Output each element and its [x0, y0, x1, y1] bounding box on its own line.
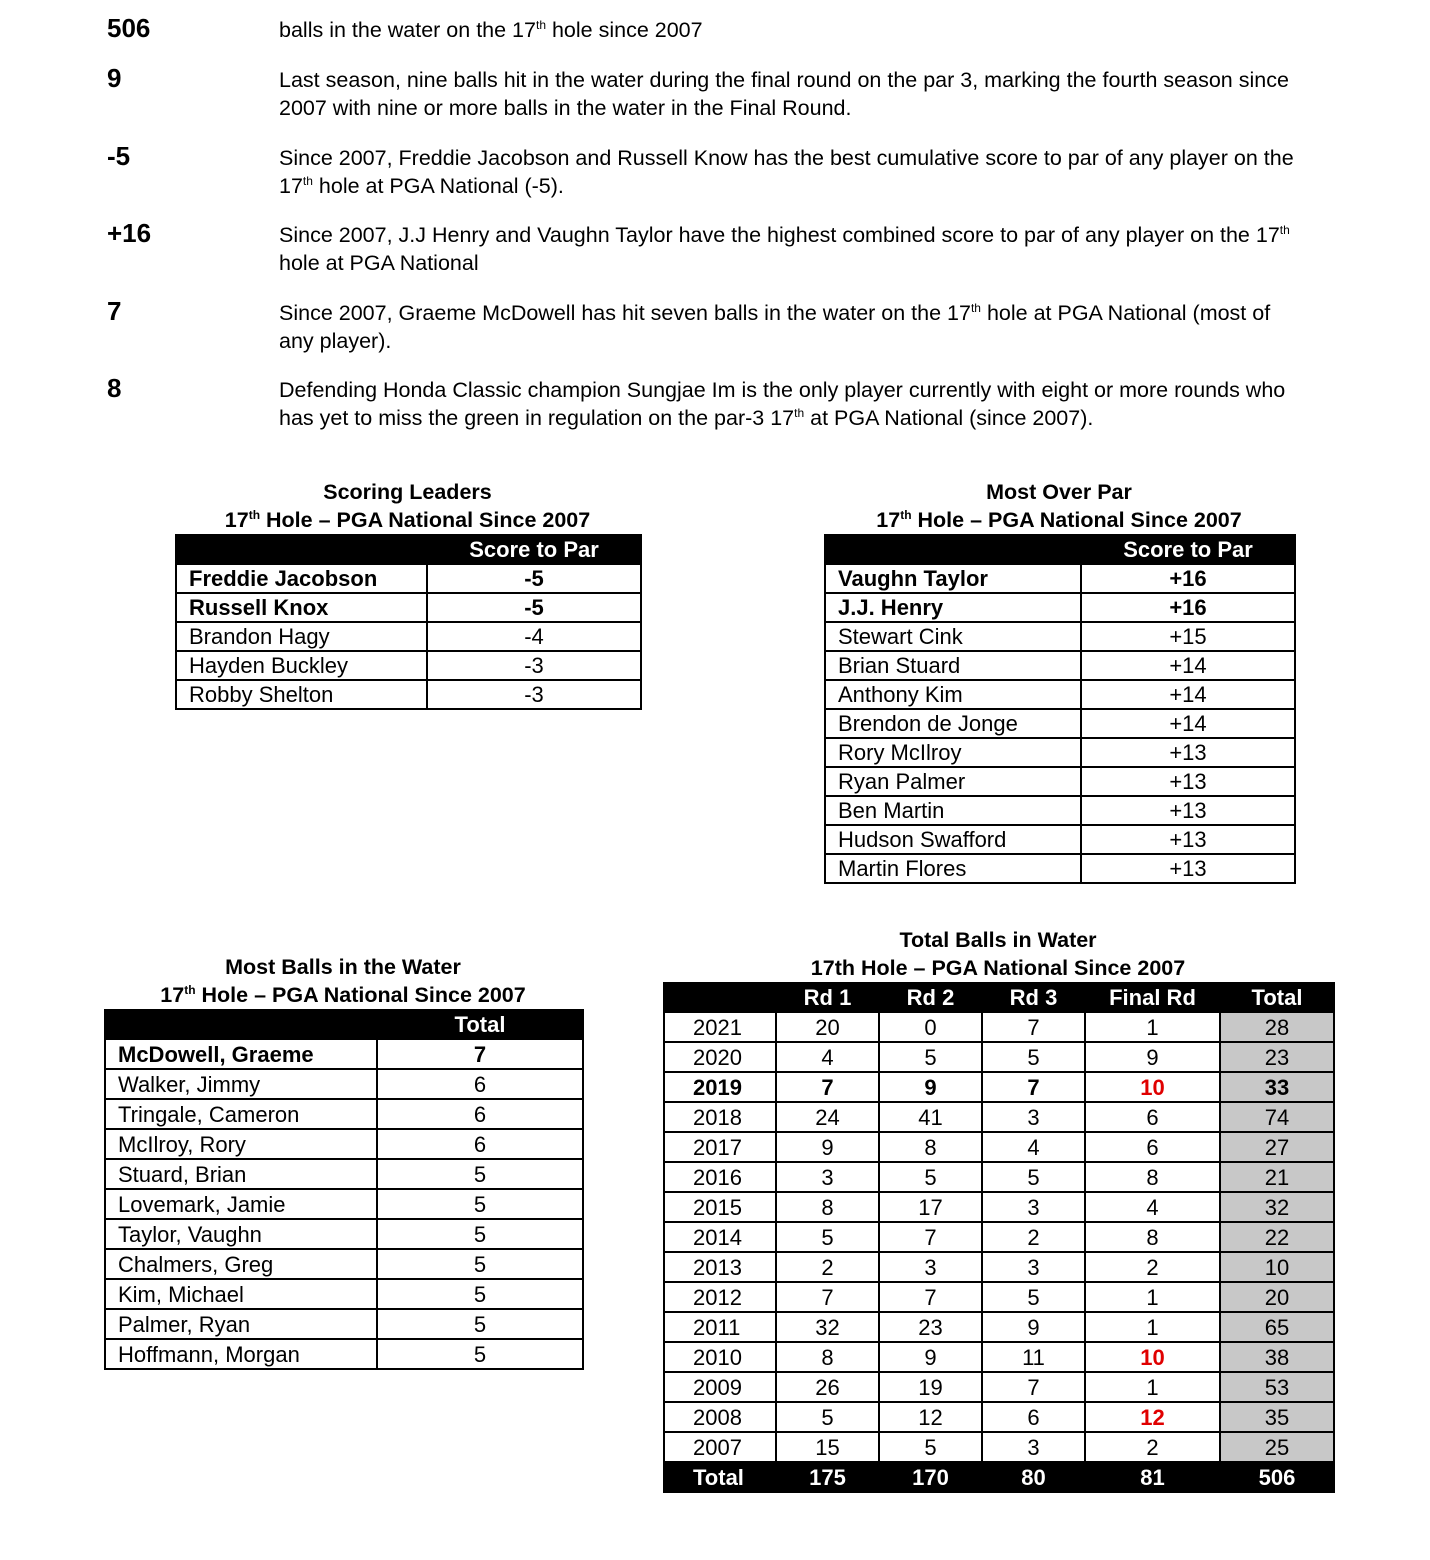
rd1-cell: 4 — [776, 1042, 879, 1072]
table-row — [105, 1129, 583, 1159]
rd1-cell: 8 — [776, 1192, 879, 1222]
player-value: 7 — [377, 1039, 583, 1069]
table-row — [664, 1312, 1334, 1342]
total-cell: 27 — [1220, 1132, 1334, 1162]
player-value: +14 — [1081, 709, 1295, 738]
year-cell: 2020 — [664, 1042, 776, 1072]
rd1-total: 175 — [776, 1462, 879, 1492]
fact-number: 7 — [107, 296, 122, 326]
rd2-cell: 23 — [879, 1312, 982, 1342]
table-header-rd2: Rd 2 — [879, 983, 982, 1012]
player-name: Anthony Kim — [825, 680, 1081, 709]
rd1-cell: 7 — [776, 1072, 879, 1102]
rd1-cell: 24 — [776, 1102, 879, 1132]
player-name: McIlroy, Rory — [105, 1129, 377, 1159]
table-row — [825, 651, 1295, 680]
fact-number: -5 — [107, 141, 131, 171]
rd3-cell: 6 — [982, 1402, 1085, 1432]
table-row — [176, 564, 641, 593]
fact-text: Defending Honda Classic champion Sungjae Im is the only player currently with eight or more rounds who has yet to miss the green in regulation on the par-3 17th at PGA National (since 2007). — [279, 378, 1286, 430]
rd3-cell: 11 — [982, 1342, 1085, 1372]
scoring-leaders-title-line1: Scoring Leaders — [323, 480, 492, 504]
total-balls-title — [663, 926, 1333, 982]
year-cell: 2016 — [664, 1162, 776, 1192]
total-balls-table — [663, 982, 1335, 1493]
table-row — [105, 1039, 583, 1069]
final-rd-cell: 1 — [1085, 1282, 1220, 1312]
fact-text: Since 2007, Graeme McDowell has hit seven balls in the water on the 17th hole at PGA National (most of any player). — [279, 300, 1271, 353]
final-rd-total: 81 — [1085, 1462, 1220, 1492]
table-row — [825, 680, 1295, 709]
rd3-cell: 4 — [982, 1132, 1085, 1162]
scoring-leaders-table — [175, 534, 642, 710]
rd3-cell: 7 — [982, 1072, 1085, 1102]
player-value: 6 — [377, 1099, 583, 1129]
rd3-cell: 3 — [982, 1102, 1085, 1132]
table-row — [105, 1219, 583, 1249]
total-row — [664, 1462, 1334, 1492]
table-row — [105, 1189, 583, 1219]
total-cell: 28 — [1220, 1012, 1334, 1042]
rd2-cell: 5 — [879, 1162, 982, 1192]
year-cell: 2014 — [664, 1222, 776, 1252]
table-row — [176, 622, 641, 651]
total-cell: 32 — [1220, 1192, 1334, 1222]
player-value: +13 — [1081, 796, 1295, 825]
table-row — [664, 1162, 1334, 1192]
player-name: Freddie Jacobson — [176, 564, 427, 593]
year-cell: 2009 — [664, 1372, 776, 1402]
table-row — [825, 854, 1295, 883]
total-cell: 10 — [1220, 1252, 1334, 1282]
player-value: 5 — [377, 1339, 583, 1369]
table-header-final-rd: Final Rd — [1085, 983, 1220, 1012]
year-cell: 2012 — [664, 1282, 776, 1312]
rd3-cell: 3 — [982, 1192, 1085, 1222]
table-row — [825, 622, 1295, 651]
player-name: Lovemark, Jamie — [105, 1189, 377, 1219]
table-header-rd3: Rd 3 — [982, 983, 1085, 1012]
player-value: +14 — [1081, 680, 1295, 709]
scoring-leaders-title — [175, 478, 640, 534]
rd3-total: 80 — [982, 1462, 1085, 1492]
most-over-par-table — [824, 534, 1296, 884]
table-row — [664, 1222, 1334, 1252]
rd1-cell: 20 — [776, 1012, 879, 1042]
fact-text: Since 2007, Freddie Jacobson and Russell Know has the best cumulative score to par of any player on the 17th hole at PGA National (-5). — [279, 146, 1294, 198]
final-rd-cell: 8 — [1085, 1162, 1220, 1192]
table-row — [176, 593, 641, 622]
player-name: Brandon Hagy — [176, 622, 427, 651]
year-cell: 2007 — [664, 1432, 776, 1462]
player-name: McDowell, Graeme — [105, 1039, 377, 1069]
rd2-cell: 19 — [879, 1372, 982, 1402]
player-value: -5 — [427, 564, 641, 593]
total-cell: 21 — [1220, 1162, 1334, 1192]
most-over-par-title-line2: 17th Hole – PGA National Since 2007 — [876, 507, 1242, 532]
player-name: Rory McIlroy — [825, 738, 1081, 767]
year-cell: 2010 — [664, 1342, 776, 1372]
table-header-score: Score to Par — [1081, 535, 1295, 564]
player-value: +13 — [1081, 767, 1295, 796]
table-header-total: Total — [1220, 983, 1334, 1012]
table-row — [664, 1042, 1334, 1072]
player-value: +15 — [1081, 622, 1295, 651]
player-name: Palmer, Ryan — [105, 1309, 377, 1339]
fact-number: 506 — [107, 13, 151, 43]
table-row — [105, 1159, 583, 1189]
table-row — [664, 1402, 1334, 1432]
rd3-cell: 7 — [982, 1012, 1085, 1042]
fact-number: 8 — [107, 373, 122, 403]
player-name: Taylor, Vaughn — [105, 1219, 377, 1249]
table-row — [825, 796, 1295, 825]
player-value: +16 — [1081, 564, 1295, 593]
player-name: Tringale, Cameron — [105, 1099, 377, 1129]
final-rd-cell: 4 — [1085, 1192, 1220, 1222]
total-label: Total — [664, 1462, 776, 1492]
rd3-cell: 5 — [982, 1162, 1085, 1192]
player-value: +13 — [1081, 825, 1295, 854]
player-name: Stuard, Brian — [105, 1159, 377, 1189]
final-rd-cell: 6 — [1085, 1132, 1220, 1162]
player-value: -4 — [427, 622, 641, 651]
rd3-cell: 7 — [982, 1372, 1085, 1402]
rd2-cell: 5 — [879, 1432, 982, 1462]
rd2-cell: 9 — [879, 1072, 982, 1102]
rd3-cell: 9 — [982, 1312, 1085, 1342]
rd2-cell: 17 — [879, 1192, 982, 1222]
player-value: +14 — [1081, 651, 1295, 680]
rd2-total: 170 — [879, 1462, 982, 1492]
rd3-cell: 3 — [982, 1432, 1085, 1462]
table-row — [664, 1132, 1334, 1162]
final-rd-cell: 6 — [1085, 1102, 1220, 1132]
most-over-par-title — [824, 478, 1294, 534]
total-cell: 74 — [1220, 1102, 1334, 1132]
table-header-rd1: Rd 1 — [776, 983, 879, 1012]
final-rd-cell: 10 — [1085, 1342, 1220, 1372]
most-balls-title — [104, 953, 582, 1009]
table-header-blank — [176, 535, 427, 564]
table-row — [105, 1339, 583, 1369]
player-name: Ryan Palmer — [825, 767, 1081, 796]
rd1-cell: 8 — [776, 1342, 879, 1372]
table-row — [825, 564, 1295, 593]
table-header-year — [664, 983, 776, 1012]
player-name: Kim, Michael — [105, 1279, 377, 1309]
total-cell: 53 — [1220, 1372, 1334, 1402]
player-name: Hoffmann, Morgan — [105, 1339, 377, 1369]
final-rd-cell: 2 — [1085, 1432, 1220, 1462]
table-row — [176, 680, 641, 709]
rd1-cell: 2 — [776, 1252, 879, 1282]
table-row — [105, 1069, 583, 1099]
table-row — [664, 1372, 1334, 1402]
player-value: 5 — [377, 1159, 583, 1189]
fact-text: Last season, nine balls hit in the water during the final round on the par 3, marking the fourth season since 2007 with nine or more balls in the water in the Final Round. — [279, 68, 1289, 120]
table-row — [825, 738, 1295, 767]
rd2-cell: 7 — [879, 1282, 982, 1312]
table-row — [664, 1432, 1334, 1462]
total-cell: 20 — [1220, 1282, 1334, 1312]
fact-number: +16 — [107, 218, 152, 248]
table-row — [664, 1192, 1334, 1222]
player-value: 6 — [377, 1129, 583, 1159]
most-balls-table — [104, 1009, 584, 1370]
table-row — [664, 1102, 1334, 1132]
final-rd-cell: 9 — [1085, 1042, 1220, 1072]
rd1-cell: 32 — [776, 1312, 879, 1342]
player-value: 5 — [377, 1189, 583, 1219]
rd2-cell: 3 — [879, 1252, 982, 1282]
player-name: Robby Shelton — [176, 680, 427, 709]
rd3-cell: 2 — [982, 1222, 1085, 1252]
year-cell: 2021 — [664, 1012, 776, 1042]
rd1-cell: 9 — [776, 1132, 879, 1162]
fact-text: Since 2007, J.J Henry and Vaughn Taylor have the highest combined score to par of any player on the 17th hole at PGA National — [279, 222, 1290, 275]
total-cell: 22 — [1220, 1222, 1334, 1252]
most-over-par-title-line1: Most Over Par — [986, 480, 1132, 504]
rd1-cell: 3 — [776, 1162, 879, 1192]
total-balls-title-line1: Total Balls in Water — [899, 928, 1097, 952]
final-rd-cell: 1 — [1085, 1312, 1220, 1342]
table-header-total: Total — [377, 1010, 583, 1039]
player-value: +13 — [1081, 738, 1295, 767]
final-rd-cell: 10 — [1085, 1072, 1220, 1102]
scoring-leaders-title-line2: 17th Hole – PGA National Since 2007 — [224, 507, 591, 532]
total-cell: 25 — [1220, 1432, 1334, 1462]
fact-number: 9 — [107, 63, 122, 93]
rd2-cell: 12 — [879, 1402, 982, 1432]
player-name: Ben Martin — [825, 796, 1081, 825]
player-name: Brendon de Jonge — [825, 709, 1081, 738]
rd3-cell: 5 — [982, 1042, 1085, 1072]
rd1-cell: 5 — [776, 1402, 879, 1432]
most-balls-title-line2: 17th Hole – PGA National Since 2007 — [160, 982, 526, 1007]
grand-total: 506 — [1220, 1462, 1334, 1492]
player-name: Hudson Swafford — [825, 825, 1081, 854]
player-name: Walker, Jimmy — [105, 1069, 377, 1099]
player-name: Stewart Cink — [825, 622, 1081, 651]
total-cell: 33 — [1220, 1072, 1334, 1102]
total-cell: 65 — [1220, 1312, 1334, 1342]
total-balls-title-line2: 17th Hole – PGA National Since 2007 — [810, 956, 1186, 980]
table-row — [105, 1309, 583, 1339]
year-cell: 2011 — [664, 1312, 776, 1342]
player-name: Chalmers, Greg — [105, 1249, 377, 1279]
table-row — [664, 1072, 1334, 1102]
table-row — [664, 1282, 1334, 1312]
table-row — [825, 767, 1295, 796]
rd1-cell: 7 — [776, 1282, 879, 1312]
rd2-cell: 9 — [879, 1342, 982, 1372]
year-cell: 2019 — [664, 1072, 776, 1102]
most-balls-title-line1: Most Balls in the Water — [225, 955, 461, 979]
player-value: 6 — [377, 1069, 583, 1099]
table-row — [105, 1099, 583, 1129]
player-name: Hayden Buckley — [176, 651, 427, 680]
player-value: 5 — [377, 1249, 583, 1279]
rd1-cell: 26 — [776, 1372, 879, 1402]
table-row — [664, 1342, 1334, 1372]
player-value: 5 — [377, 1219, 583, 1249]
year-cell: 2013 — [664, 1252, 776, 1282]
total-cell: 38 — [1220, 1342, 1334, 1372]
table-row — [825, 825, 1295, 854]
fact-text: balls in the water on the 17th hole since 2007 — [279, 17, 703, 42]
player-value: -3 — [427, 680, 641, 709]
table-header-score: Score to Par — [427, 535, 641, 564]
final-rd-cell: 8 — [1085, 1222, 1220, 1252]
final-rd-cell: 1 — [1085, 1012, 1220, 1042]
rd2-cell: 8 — [879, 1132, 982, 1162]
rd2-cell: 7 — [879, 1222, 982, 1252]
table-header-blank — [825, 535, 1081, 564]
player-value: -5 — [427, 593, 641, 622]
player-value: +13 — [1081, 854, 1295, 883]
rd1-cell: 5 — [776, 1222, 879, 1252]
table-row — [825, 593, 1295, 622]
table-row — [105, 1279, 583, 1309]
total-cell: 23 — [1220, 1042, 1334, 1072]
year-cell: 2015 — [664, 1192, 776, 1222]
player-name: Brian Stuard — [825, 651, 1081, 680]
player-name: Martin Flores — [825, 854, 1081, 883]
rd3-cell: 3 — [982, 1252, 1085, 1282]
player-value: 5 — [377, 1279, 583, 1309]
player-value: +16 — [1081, 593, 1295, 622]
table-row — [664, 1012, 1334, 1042]
rd2-cell: 0 — [879, 1012, 982, 1042]
table-row — [176, 651, 641, 680]
total-cell: 35 — [1220, 1402, 1334, 1432]
year-cell: 2018 — [664, 1102, 776, 1132]
rd1-cell: 15 — [776, 1432, 879, 1462]
rd2-cell: 41 — [879, 1102, 982, 1132]
year-cell: 2008 — [664, 1402, 776, 1432]
rd3-cell: 5 — [982, 1282, 1085, 1312]
player-name: Vaughn Taylor — [825, 564, 1081, 593]
player-value: -3 — [427, 651, 641, 680]
rd2-cell: 5 — [879, 1042, 982, 1072]
table-header-blank — [105, 1010, 377, 1039]
final-rd-cell: 2 — [1085, 1252, 1220, 1282]
final-rd-cell: 1 — [1085, 1372, 1220, 1402]
table-row — [664, 1252, 1334, 1282]
final-rd-cell: 12 — [1085, 1402, 1220, 1432]
table-row — [825, 709, 1295, 738]
player-name: Russell Knox — [176, 593, 427, 622]
player-value: 5 — [377, 1309, 583, 1339]
table-row — [105, 1249, 583, 1279]
year-cell: 2017 — [664, 1132, 776, 1162]
player-name: J.J. Henry — [825, 593, 1081, 622]
